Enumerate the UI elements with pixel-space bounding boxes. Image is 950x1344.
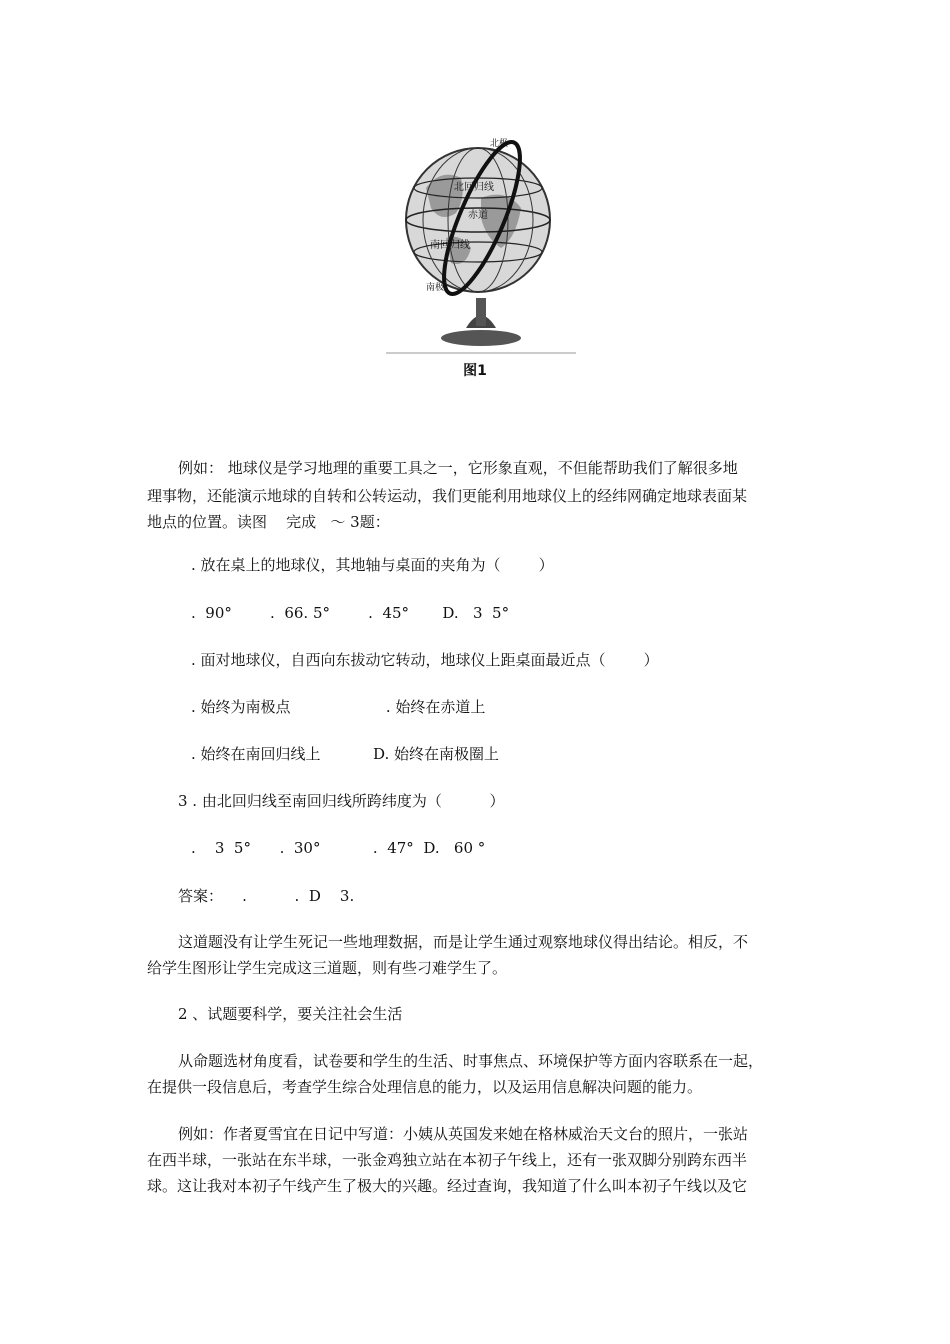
question-1-options: . 90° . 66. 5° . 45° D. 3 5° xyxy=(191,604,510,622)
question-2-options-b: . 始终在南回归线上 D. 始终在南极圈上 xyxy=(191,745,500,763)
south-pole-label: 南极 xyxy=(426,283,445,293)
section2-para-line1: 从命题选材角度看，试卷要和学生的生活、时事焦点、环境保护等方面内容联系在一起， xyxy=(178,1052,764,1070)
question-3-options: . 3 5° . 30° . 47° D. 60 ° xyxy=(191,839,486,857)
question-1: . 放在桌上的地球仪，其地轴与桌面的夹角为（ ） xyxy=(191,556,554,574)
example2-line1: 例如：作者夏雪宜在日记中写道：小姨从英国发来她在格林威治天文台的照片，一张站 xyxy=(178,1125,749,1143)
equator-label: 赤道 xyxy=(468,210,488,221)
example1-intro-line3: 地点的位置。读图 完成 ～ 3题： xyxy=(147,513,390,531)
tropic-capricorn-label: 南回归线 xyxy=(430,240,470,251)
figure-caption: 图1 xyxy=(463,363,487,379)
question-3: 3 . 由北回归线至南回归线所跨纬度为（ ） xyxy=(178,792,505,810)
section2-heading: 2 、试题要科学，要关注社会生活 xyxy=(178,1005,403,1023)
commentary-line1: 这道题没有让学生死记一些地理数据，而是让学生通过观察地球仪得出结论。相反，不 xyxy=(178,933,749,951)
question-2-options-a: . 始终为南极点 . 始终在赤道上 xyxy=(191,698,486,716)
example2-line3: 球。这让我对本初子午线产生了极大的兴趣。经过查询，我知道了什么叫本初子午线以及它 xyxy=(147,1177,748,1195)
answer-line: 答案： . . D 3. xyxy=(178,887,355,905)
commentary-line2: 给学生图形让学生完成这三道题，则有些刁难学生了。 xyxy=(147,959,508,977)
north-pole-label: 北极 xyxy=(490,139,509,149)
example1-intro-line2: 理事物，还能演示地球的自转和公转运动，我们更能利用地球仪上的经纬网确定地球表面某 xyxy=(147,487,748,505)
globe-figure xyxy=(386,128,576,358)
question-2: . 面对地球仪，自西向东拔动它转动，地球仪上距桌面最近点（ ） xyxy=(191,651,659,669)
section2-para-line2: 在提供一段信息后，考查学生综合处理信息的能力，以及运用信息解决问题的能力。 xyxy=(147,1078,703,1096)
example1-intro-line1: 例如： 地球仪是学习地理的重要工具之一，它形象直观，不但能帮助我们了解很多地 xyxy=(178,459,738,477)
tropic-cancer-label: 北回归线 xyxy=(454,182,494,193)
example2-line2: 在西半球，一张站在东半球，一张金鸡独立站在本初子午线上，还有一张双脚分别跨东西半 xyxy=(147,1151,748,1169)
globe-illustration xyxy=(386,128,576,358)
